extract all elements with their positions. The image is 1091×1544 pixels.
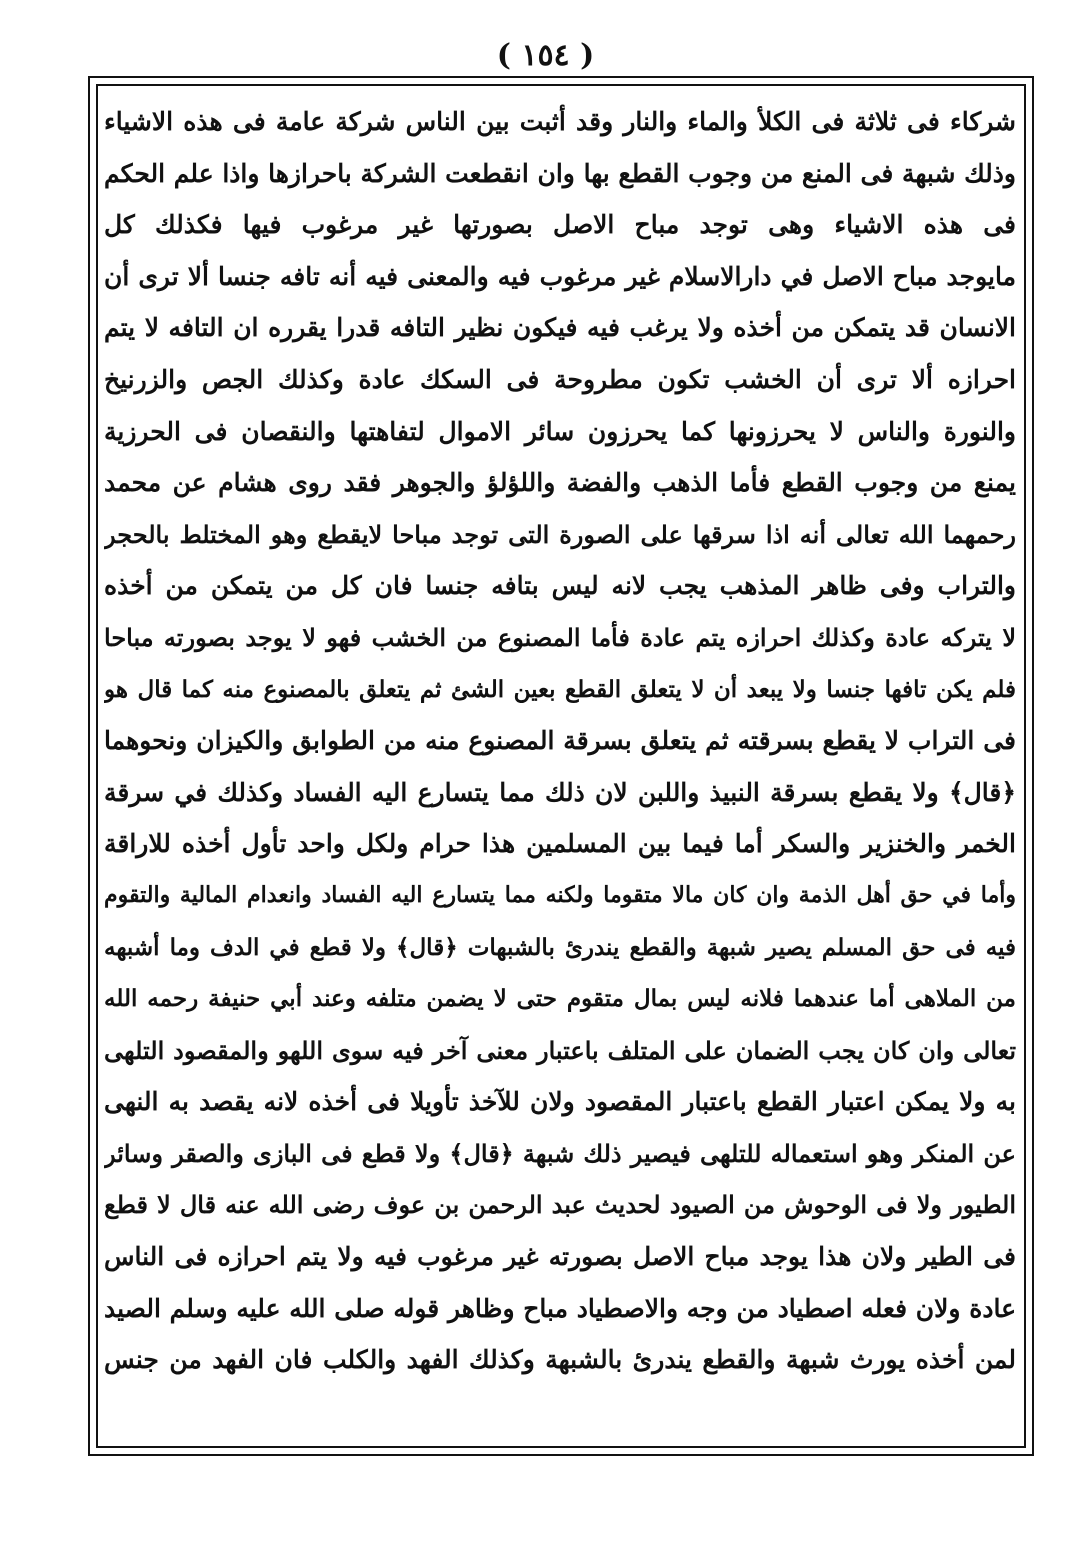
text-line: يمنع من وجوب القطع فأما الذهب والفضة واللؤلؤ والجوهر فقد روى هشام عن محمد — [104, 468, 1016, 498]
text-line: وذلك شبهة فى المنع من وجوب القطع بها وان انقطعت الشركة باحرازها واذا علم الحكم — [104, 158, 1016, 188]
text-line: لا يتركه عادة وكذلك احرازه يتم عادة فأما المصنوع من الخشب فهو لا يوجد بصورته مباحا — [104, 622, 1016, 652]
text-line: والتراب وفى ظاهر المذهب يجب لانه ليس بتافه جنسا فان كل من يتمكن من أخذه — [104, 571, 1016, 601]
text-line: الطيور ولا فى الوحوش من الصيود لحديث عبد الرحمن بن عوف رضى الله عنه قال لا قطع — [104, 1190, 1016, 1220]
text-line: وأما في حق أهل الذمة وان كان مالا متقوما ولكنه مما يتسارع اليه الفساد وانعدام المالية والتقوم — [104, 881, 1016, 908]
text-line: فى الطير ولان هذا يوجد مباح الاصل بصورته غير مرغوب فيه ولا يتم احرازه فى الناس — [104, 1242, 1016, 1272]
text-line: تعالى وان كان يجب الضمان على المتلف باعتبار معنى آخر فيه سوى اللهو والمقصود التلهى — [104, 1035, 1016, 1065]
page-number: ( ١٥٤ ) — [496, 38, 595, 73]
text-line: رحمهما الله تعالى أنه اذا سرقها على الصورة التى توجد مباحا لايقطع وهو المختلط بالحجر — [104, 519, 1016, 549]
text-line: من الملاهى أما عندهما فلانه ليس بمال متقوم حتى لا يضمن متلفه وعند أبي حنيفة رحمه الله — [104, 985, 1016, 1013]
text-line: والنورة والناس لا يحرزونها كما يحرزون سائر الاموال لتفاهتها والنقصان فى الحرزية — [104, 416, 1016, 446]
text-line: مايوجد مباح الاصل في دارالاسلام غير مرغوب فيه والمعنى فيه أنه تافه جنسا ألا ترى أن — [104, 261, 1016, 291]
text-line: ﴿قال﴾ ولا يقطع بسرقة النبيذ واللبن لان ذلك مما يتسارع اليه الفساد وكذلك في سرقة — [104, 777, 1016, 807]
text-line: الانسان قد يتمكن من أخذه ولا يرغب فيه فيكون نظير التافه قدرا يقرره ان التافه لا يتم — [104, 313, 1016, 343]
text-line: فيه فى حق المسلم يصير شبهة والقطع يندرئ بالشبهات ﴿قال﴾ ولا قطع في الدف وما أشبهه — [104, 933, 1016, 961]
text-line: عن المنكر وهو استعماله للتلهى فيصير ذلك شبهة ﴿قال﴾ ولا قطع فى البازى والصقر وسائر — [104, 1138, 1016, 1168]
text-line: شركاء فى ثلاثة فى الكلأ والماء والنار وقد أثبت بين الناس شركة عامة فى هذه الاشياء — [104, 107, 1016, 136]
text-body — [104, 96, 1016, 1440]
text-line: فى التراب لا يقطع بسرقته ثم يتعلق بسرقة المصنوع منه من الطوابق والكيزان ونحوهما — [104, 726, 1016, 756]
text-line: احرازه ألا ترى أن الخشب تكون مطروحة فى السكك عادة وكذلك الجص والزرنيخ — [104, 364, 1016, 394]
text-line: عادة ولان فعله اصطياد من وجه والاصطياد مباح وظاهر قوله صلى الله عليه وسلم الصيد — [104, 1293, 1016, 1323]
text-line: لمن أخذه يورث شبهة والقطع يندرئ بالشبهة وكذلك الفهد والكلب فان الفهد من جنس — [104, 1345, 1016, 1375]
text-line: فلم يكن تافها جنسا ولا يبعد أن لا يتعلق القطع بعين الشئ ثم يتعلق بالمصنوع منه كما قال هو — [104, 675, 1016, 703]
text-line: به ولا يمكن اعتبار القطع باعتبار المقصود ولان للآخذ تأويلا فى أخذه لانه يقصد به النهى — [104, 1087, 1016, 1117]
text-line: الخمر والخنزير والسكر أما فيما بين المسلمين هذا حرام ولكل واحد تأول أخذه للاراقة — [104, 829, 1016, 859]
text-line: فى هذه الاشياء وهى توجد مباح الاصل بصورتها غير مرغوب فيها فكذلك كل — [104, 210, 1016, 240]
